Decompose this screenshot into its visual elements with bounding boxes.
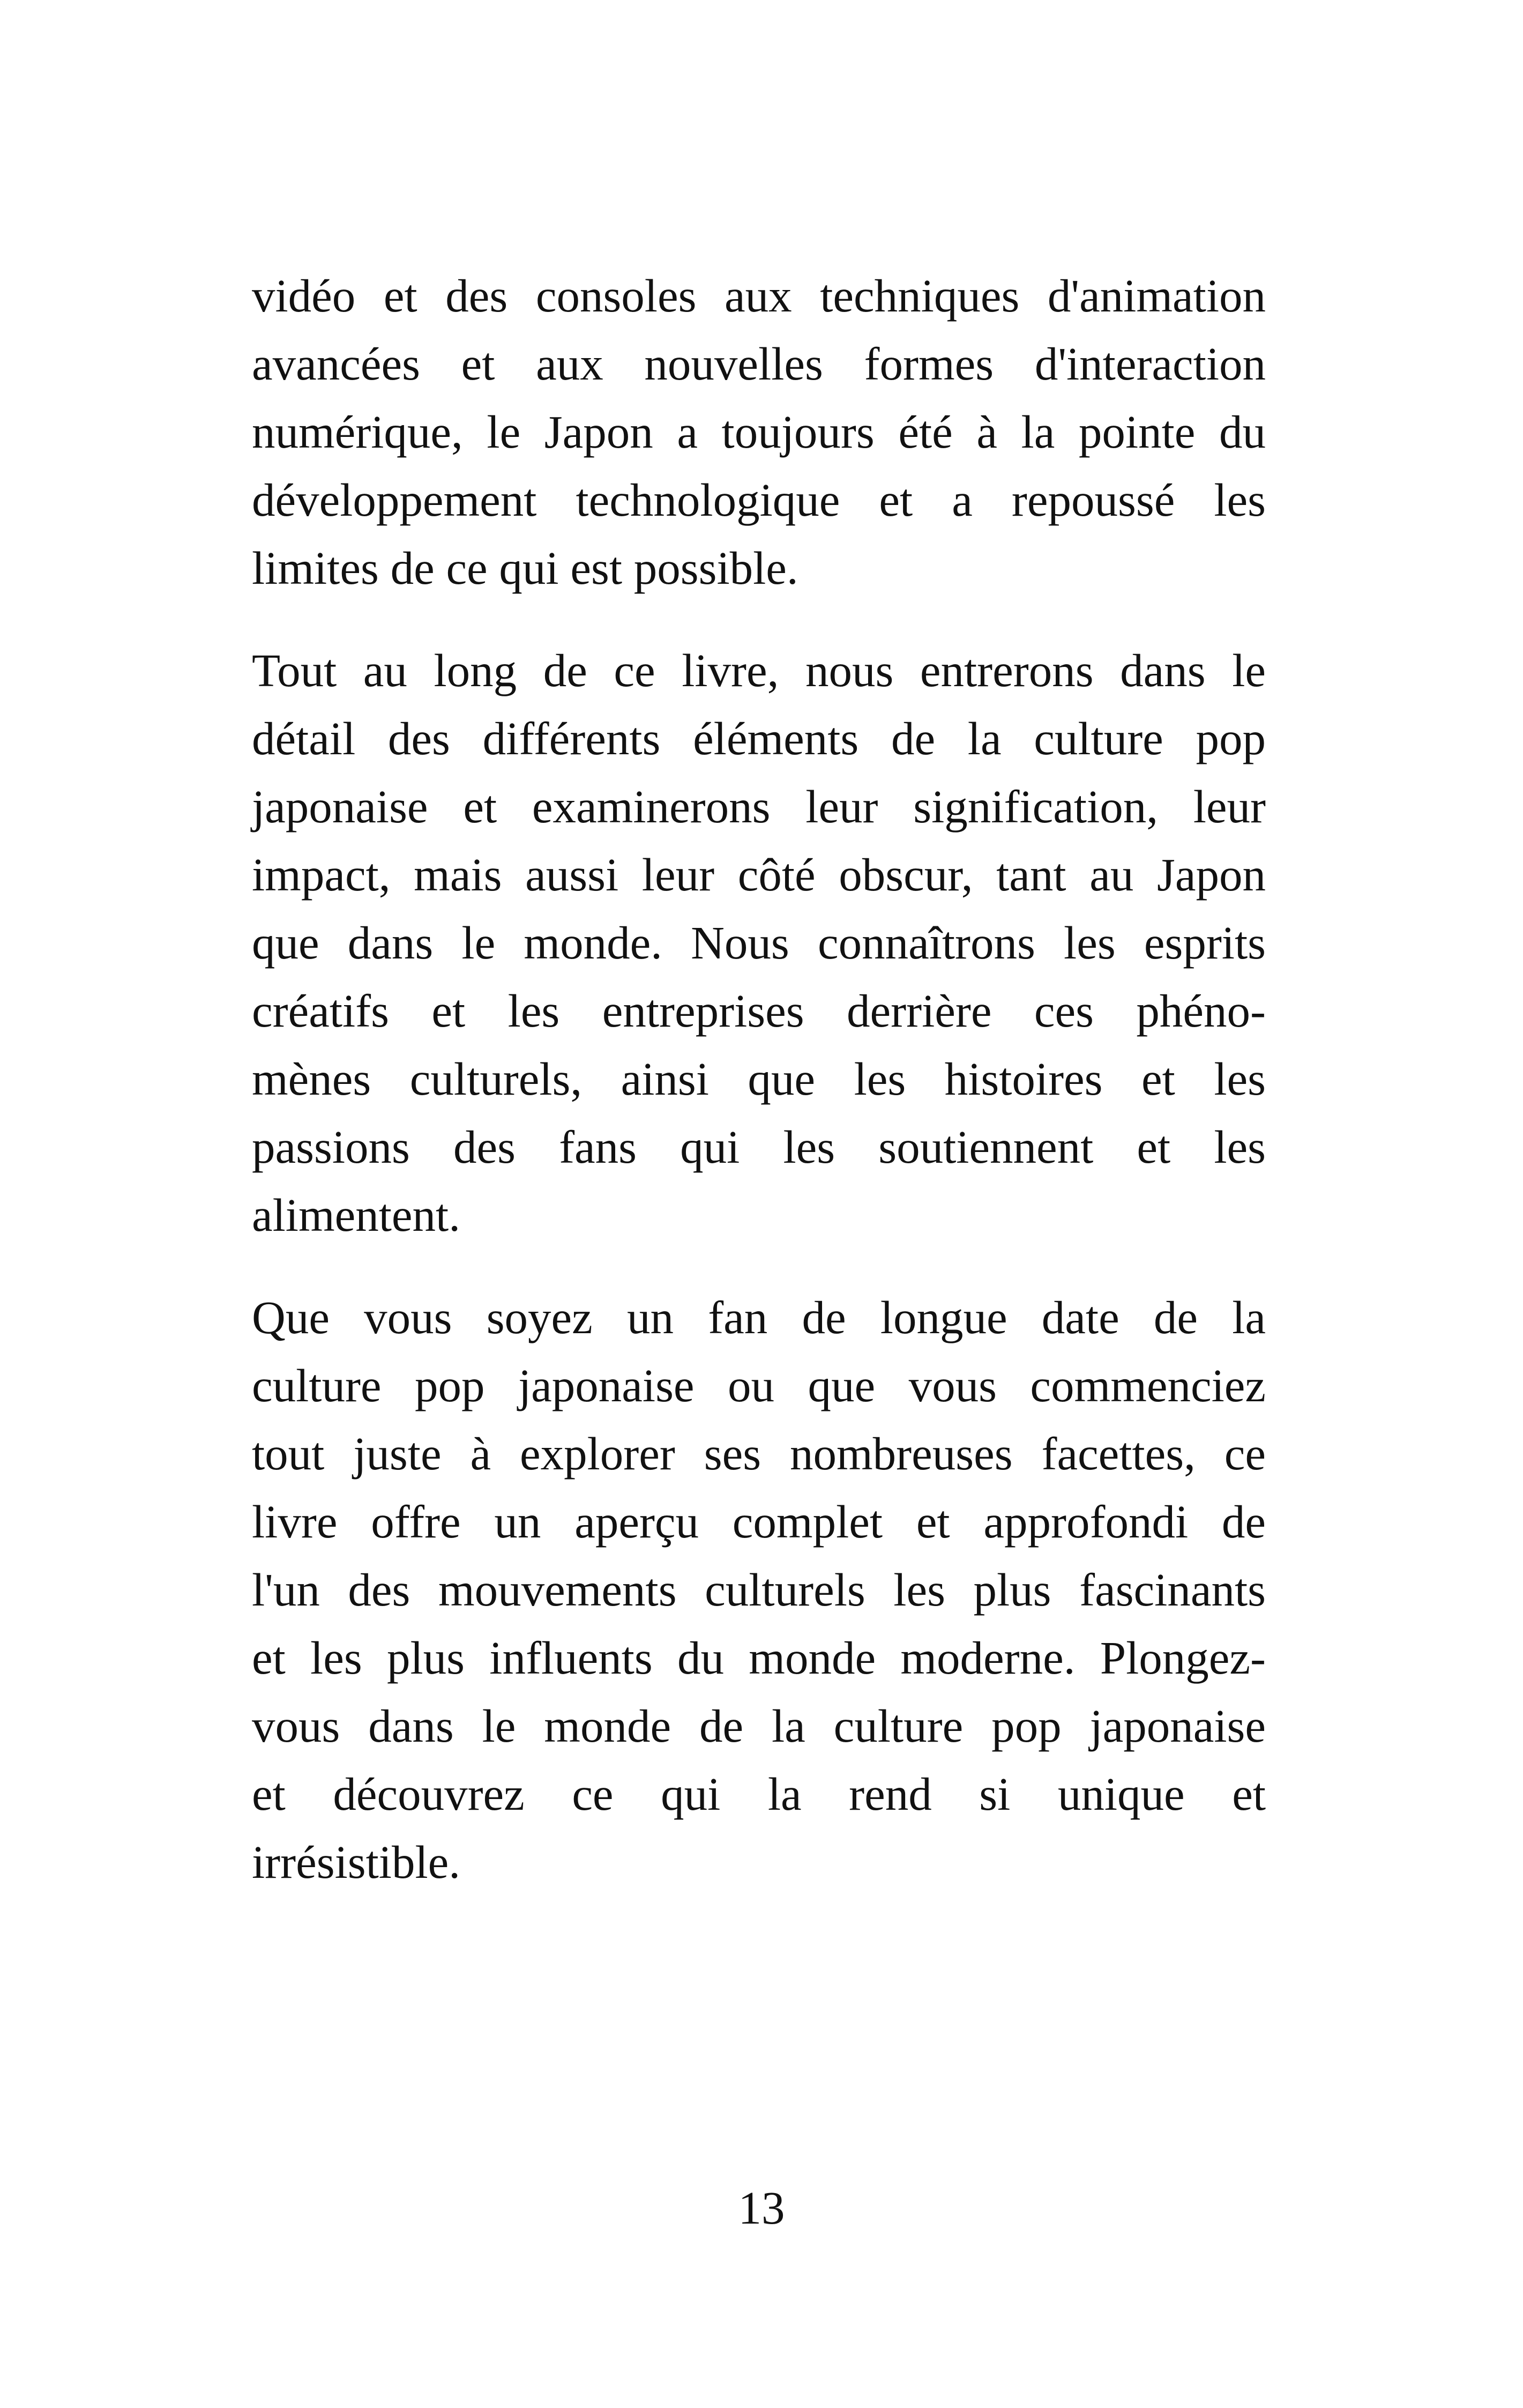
- text-line: limites de ce qui est possible.: [252, 542, 798, 594]
- text-line: mènes culturels, ainsi que les histoires et les: [252, 1053, 1266, 1105]
- text-line: avancées et aux nouvelles formes d'interaction: [252, 338, 1266, 390]
- text-line: Tout au long de ce livre, nous entrerons dans le: [252, 644, 1266, 696]
- page-number: 13: [738, 2182, 785, 2234]
- text-line: que dans le monde. Nous connaîtrons les esprits: [252, 917, 1266, 969]
- text-line: impact, mais aussi leur côté obscur, tant au Japon: [252, 849, 1266, 901]
- text-line: et les plus influents du monde moderne. Plongez-: [252, 1632, 1266, 1684]
- text-line: et découvrez ce qui la rend si unique et: [252, 1768, 1266, 1820]
- text-line: numérique, le Japon a toujours été à la pointe du: [252, 406, 1266, 458]
- text-line: tout juste à explorer ses nombreuses facettes, ce: [252, 1428, 1266, 1480]
- text-line: l'un des mouvements culturels les plus fascinants: [252, 1564, 1266, 1616]
- text-line: livre offre un aperçu complet et approfondi de: [252, 1496, 1266, 1548]
- text-line: culture pop japonaise ou que vous commenciez: [252, 1359, 1266, 1411]
- text-line: Que vous soyez un fan de longue date de la: [252, 1291, 1266, 1343]
- text-line: créatifs et les entreprises derrière ces phéno-: [252, 985, 1266, 1037]
- text-line: développement technologique et a repoussé les: [252, 474, 1266, 526]
- paragraph-3: [252, 1283, 1266, 1896]
- paragraph-2: [252, 636, 1266, 1249]
- text-line: vous dans le monde de la culture pop japonaise: [252, 1700, 1266, 1752]
- text-line: irrésistible.: [252, 1836, 460, 1888]
- text-line: détail des différents éléments de la culture pop: [252, 712, 1266, 764]
- body-text: [252, 262, 1266, 1930]
- text-line: japonaise et examinerons leur signification, leur: [252, 781, 1266, 833]
- text-line: alimentent.: [252, 1189, 460, 1241]
- paragraph-1: [252, 262, 1266, 602]
- text-line: passions des fans qui les soutiennent et les: [252, 1121, 1266, 1173]
- text-line: vidéo et des consoles aux techniques d'animation: [252, 270, 1266, 322]
